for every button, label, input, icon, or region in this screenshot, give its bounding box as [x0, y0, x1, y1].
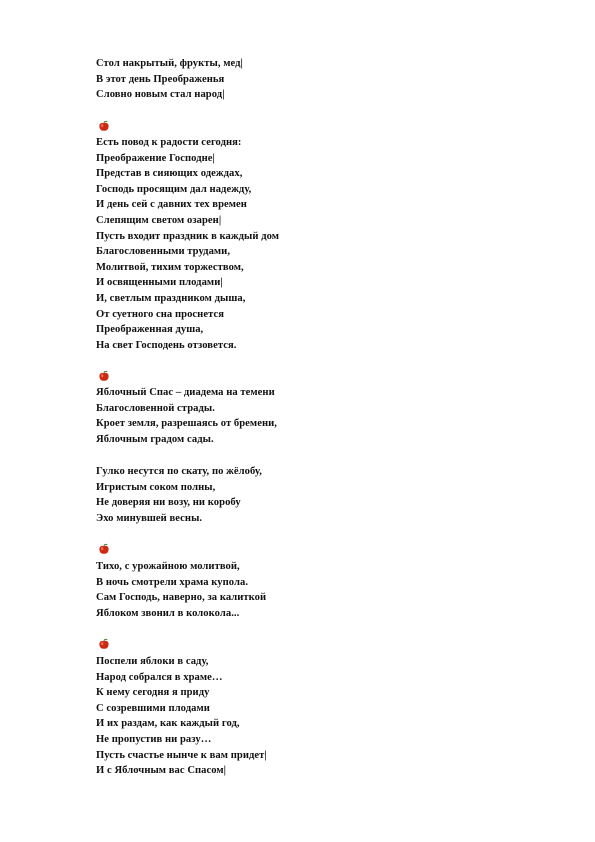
poem-line: Словно новым стал народ|	[96, 89, 225, 101]
poem-line: Игристым соком полны,	[96, 481, 216, 493]
poem-line: Кроет земля, разрешаясь от бремени,	[96, 418, 277, 430]
poem-line: От суетного сна проснется	[96, 308, 224, 320]
apple-icon	[98, 120, 110, 132]
poem-line: В этот день Преображенья	[96, 73, 225, 85]
poem-line: На свет Господень отзовется.	[96, 339, 237, 351]
stanza-3	[96, 385, 516, 447]
poem-line: И с Яблочным вас Спасом|	[96, 765, 227, 777]
apple-icon	[98, 543, 110, 555]
poem-line: И освященными плодами|	[96, 277, 223, 289]
poem-line: И их раздам, как каждый год,	[96, 718, 240, 730]
poem-line: Яблочный Спас – диадема на темени	[96, 387, 275, 398]
poem-line: Пусть счастье нынче к вам придет|	[96, 749, 267, 761]
apple-icon	[98, 638, 110, 650]
poem-line: Преображенная душа,	[96, 324, 204, 336]
poem-line: Господь просящим дал надежду,	[96, 183, 252, 195]
apple-icon	[98, 370, 110, 382]
poem-line: Гулко несутся по скату, по жёлобу,	[96, 466, 262, 477]
poem-line: Стол накрытый, фрукты, мед|	[96, 58, 243, 69]
poem-line: Благословенными трудами,	[96, 246, 231, 258]
poem-line: И день сей с давних тех времен	[96, 199, 247, 211]
stanza-1	[96, 56, 516, 103]
poem-line: Эхо минувшей весны.	[96, 512, 203, 524]
stanza-6	[96, 654, 516, 779]
poem-line: Тихо, с урожайною молитвой,	[96, 561, 240, 572]
poem-line: Преображение Господне|	[96, 152, 215, 164]
poem-line: К нему сегодня я приду	[96, 687, 210, 699]
stanza-5	[96, 559, 516, 621]
poem-line: Представ в сияющих одеждах,	[96, 168, 243, 180]
poem-line: С созревшими плодами	[96, 702, 210, 714]
stanza-2	[96, 135, 516, 353]
poem-line: В ночь смотрели храма купола.	[96, 576, 249, 588]
poem-line: Поспели яблоки в саду,	[96, 656, 209, 667]
poem-line: Не пропустив ни разу…	[96, 733, 212, 745]
poem-line: Народ собрался в храме…	[96, 671, 223, 683]
poem-line: Не доверяя ни возу, ни коробу	[96, 497, 241, 509]
poem-line: Есть повод к радости сегодня:	[96, 137, 242, 148]
poem-line: Яблочным градом сады.	[96, 433, 214, 445]
poem-line: Благословенной страды.	[96, 402, 215, 414]
poem-line: Яблоком звонил в колокола...	[96, 607, 240, 619]
poem-line: Слепящим светом озарен|	[96, 214, 222, 226]
stanza-4	[96, 464, 516, 526]
poem-line: Молитвой, тихим торжеством,	[96, 261, 244, 273]
poem-line: Сам Господь, наверно, за калиткой	[96, 592, 267, 604]
poem-line: Пусть входит праздник в каждый дом	[96, 230, 280, 242]
poem-line: И, светлым праздником дыша,	[96, 292, 246, 304]
